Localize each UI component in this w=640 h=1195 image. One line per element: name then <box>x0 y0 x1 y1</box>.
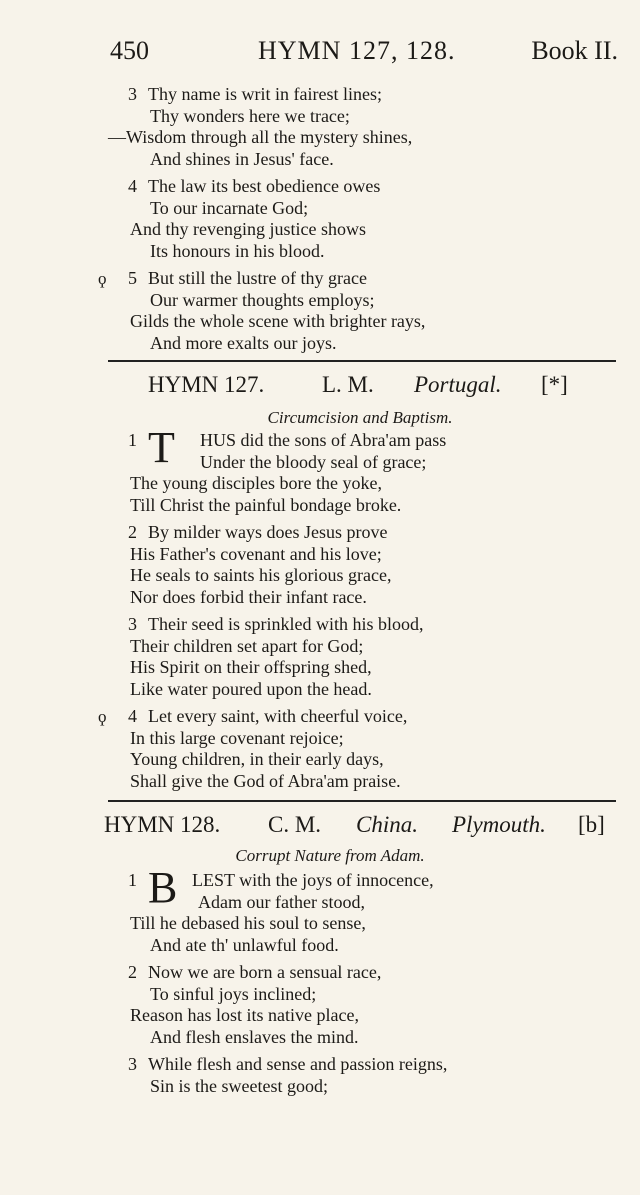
verse-line: In this large covenant rejoice; <box>130 727 344 748</box>
page-number: 450 <box>110 36 149 65</box>
verse-line: Sin is the sweetest good; <box>150 1075 328 1096</box>
hymn-mark: [*] <box>541 372 568 397</box>
drop-cap: B <box>148 863 178 912</box>
verse-line: ϙ 4 Let every saint, with cheerful voice, <box>98 706 408 726</box>
hymn-128-text <box>100 863 620 1097</box>
verse-line: And more exalts our joys. <box>150 332 337 353</box>
page-header <box>110 36 618 72</box>
hymn-128-subtitle: Corrupt Nature from Adam. <box>235 846 425 865</box>
verse-line: And flesh enslaves the mind. <box>150 1026 359 1047</box>
verse-line: Thy wonders here we trace; <box>150 105 350 126</box>
verse-line: 1 B LEST with the joys of innocence, Adam our father stood, <box>128 863 434 912</box>
book-label: Book II. <box>531 36 618 65</box>
verse-line: And shines in Jesus' face. <box>150 148 334 169</box>
tune-name: Plymouth. <box>452 812 546 837</box>
verse-line: Their children set apart for God; <box>130 635 364 656</box>
verse-line: 2 Now we are born a sensual race, <box>128 962 382 982</box>
verse-line: And ate th' unlawful food. <box>150 934 339 955</box>
verse-line: Till he debased his soul to sense, <box>130 913 366 933</box>
hymn-128-title <box>100 812 620 842</box>
tune-name: Portugal. <box>414 372 502 397</box>
verse-line: Our warmer thoughts employs; <box>150 289 375 310</box>
verse-line: 4 The law its best obedience owes <box>128 176 381 196</box>
section-divider <box>108 360 616 362</box>
hymn-meter: C. M. <box>268 812 322 837</box>
dynamics-mark: ϙ <box>98 707 107 726</box>
verse-line: 3 Their seed is sprinkled with his blood, <box>128 614 424 634</box>
verse-line: The young disciples bore the yoke, <box>130 473 382 493</box>
hymn-mark: [b] <box>578 812 605 837</box>
verse-line: ϙ 5 But still the lustre of thy grace <box>98 268 367 288</box>
drop-cap: T <box>148 423 175 472</box>
verse-line: 1 T HUS did the sons of Abra'am pass Under the bloody seal of grace; <box>128 423 447 472</box>
verse-line: To our incarnate God; <box>150 197 309 218</box>
hymn-meter: L. M. <box>322 372 374 397</box>
verse-line: Gilds the whole scene with brighter rays, <box>130 311 426 331</box>
hymn-number: HYMN 127. <box>148 372 265 397</box>
verse-line: Reason has lost its native place, <box>130 1005 359 1025</box>
hymn-number: HYMN 128. <box>104 812 221 837</box>
verse-line: Young children, in their early days, <box>130 749 384 769</box>
verse-line: Till Christ the painful bondage broke. <box>130 494 402 515</box>
verse-line: To sinful joys inclined; <box>150 983 317 1004</box>
verse-line: Shall give the God of Abra'am praise. <box>130 770 401 791</box>
verse-line: Nor does forbid their infant race. <box>130 586 367 607</box>
verse-line: —Wisdom through all the mystery shines, <box>108 127 413 147</box>
verse-line: 3 Thy name is writ in fairest lines; <box>128 84 382 104</box>
verse-line: And thy revenging justice shows <box>130 219 366 239</box>
prev-hymn-continuation <box>100 84 620 354</box>
verse-line: He seals to saints his glorious grace, <box>130 565 392 585</box>
verse-line: His Father's covenant and his love; <box>130 543 382 564</box>
hymn-127-subtitle: Circumcision and Baptism. <box>267 408 453 427</box>
running-title: HYMN 127, 128. <box>258 36 456 65</box>
verse-line: His Spirit on their offspring shed, <box>130 657 372 677</box>
hymn-127-title <box>100 372 620 402</box>
dynamics-mark: ϙ <box>98 269 107 288</box>
hymn-127-text <box>98 423 620 792</box>
verse-line: 2 By milder ways does Jesus prove <box>128 522 388 542</box>
verse-line: Its honours in his blood. <box>150 240 325 261</box>
tune-name: China. <box>356 812 418 837</box>
verse-line: 3 While flesh and sense and passion reigns, <box>128 1054 448 1074</box>
verse-line: Like water poured upon the head. <box>130 678 372 699</box>
section-divider <box>108 800 616 802</box>
